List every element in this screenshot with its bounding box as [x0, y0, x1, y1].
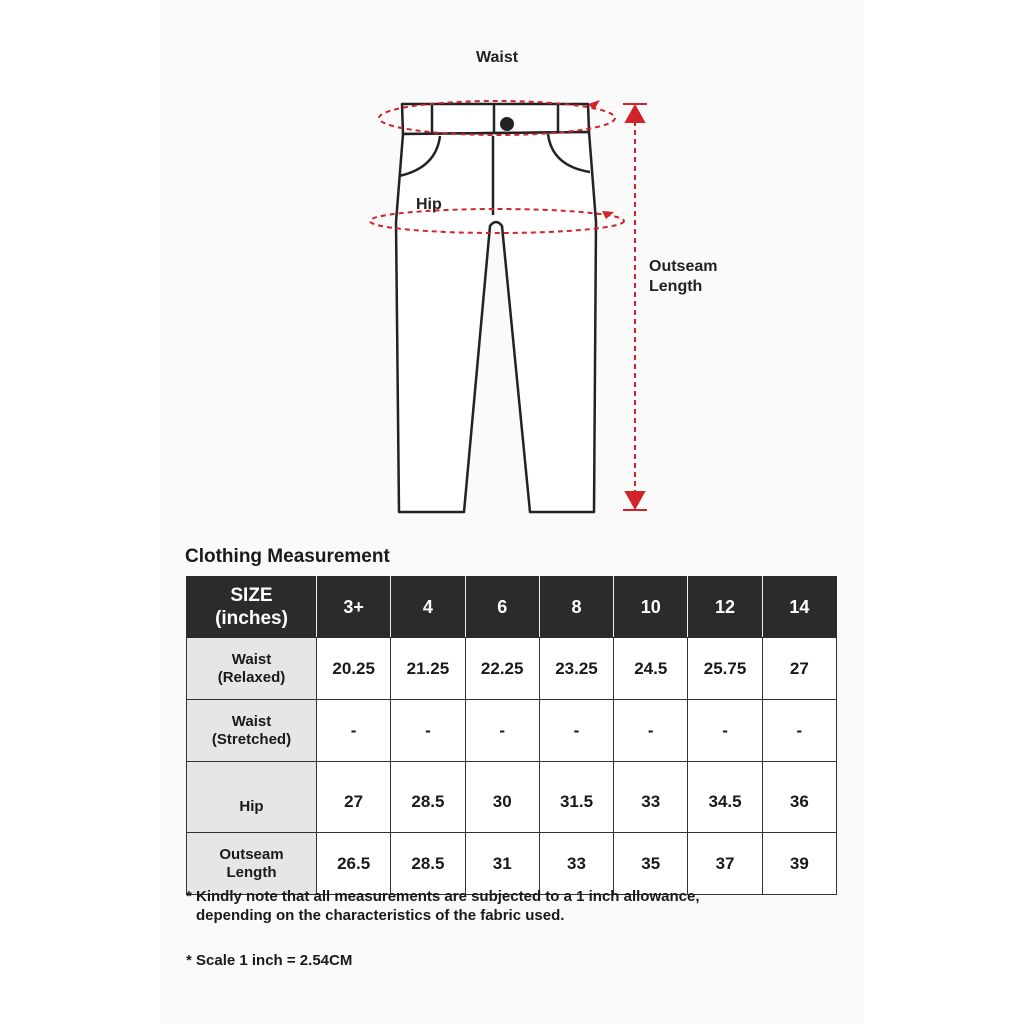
size-column-header: 14: [762, 577, 836, 638]
table-cell: 28.5: [391, 762, 465, 833]
table-cell: 33: [614, 762, 688, 833]
table-cell: -: [391, 700, 465, 762]
table-row: [187, 833, 837, 895]
row-label-line2: Length: [226, 863, 277, 881]
allowance-note: [186, 887, 826, 925]
size-header-line1: SIZE: [230, 585, 273, 606]
size-column-header: 6: [465, 577, 539, 638]
hip-arrow-icon: [602, 211, 614, 219]
table-cell: -: [614, 700, 688, 762]
table-cell: 33: [539, 833, 613, 895]
table-cell: 26.5: [317, 833, 391, 895]
table-cell: -: [465, 700, 539, 762]
table-cell: 22.25: [465, 638, 539, 700]
table-cell: 37: [688, 833, 762, 895]
button-icon: [500, 117, 514, 131]
table-cell: -: [539, 700, 613, 762]
table-title: Clothing Measurement: [185, 546, 390, 567]
size-column-header: 8: [539, 577, 613, 638]
table-cell: 31.5: [539, 762, 613, 833]
row-label-waist-relaxed: [187, 638, 317, 700]
hip-label: Hip: [416, 196, 442, 213]
table-cell: 31: [465, 833, 539, 895]
outseam-label: Outseam Length: [649, 258, 718, 295]
table-cell: 25.75: [688, 638, 762, 700]
table-header-row: [187, 577, 837, 638]
table-cell: 35: [614, 833, 688, 895]
table-row: [187, 700, 837, 762]
table-cell: 28.5: [391, 833, 465, 895]
row-label-line2: (Relaxed): [217, 668, 286, 686]
size-header-line2: (inches): [215, 608, 288, 629]
size-column-header: 10: [614, 577, 688, 638]
size-column-header: 12: [688, 577, 762, 638]
size-column-header: 4: [391, 577, 465, 638]
measurement-table: [186, 576, 837, 895]
row-label-line1: Waist: [231, 712, 272, 730]
table-cell: 20.25: [317, 638, 391, 700]
table-cell: 27: [317, 762, 391, 833]
row-label-hip: [187, 762, 317, 833]
row-label-line1: Outseam: [219, 845, 284, 863]
row-label-line1: Hip: [239, 798, 264, 815]
table-cell: 36: [762, 762, 836, 833]
table-cell: 39: [762, 833, 836, 895]
row-label-waist-stretched: [187, 700, 317, 762]
waistband-outline: [402, 104, 589, 134]
row-label-outseam: [187, 833, 317, 895]
table-cell: 24.5: [614, 638, 688, 700]
pants-outline: [396, 132, 596, 512]
arrow-down-icon: [626, 492, 644, 508]
table-cell: -: [762, 700, 836, 762]
table-cell: 27: [762, 638, 836, 700]
table-cell: 34.5: [688, 762, 762, 833]
arrow-up-icon: [626, 106, 644, 122]
size-column-header: 3+: [317, 577, 391, 638]
table-row: [187, 762, 837, 833]
row-label-line1: Waist: [231, 650, 272, 668]
table-cell: 30: [465, 762, 539, 833]
table-cell: -: [688, 700, 762, 762]
waist-arrow-icon: [588, 100, 600, 110]
table-cell: 21.25: [391, 638, 465, 700]
row-label-line2: (Stretched): [211, 730, 292, 748]
table-cell: 23.25: [539, 638, 613, 700]
table-cell: -: [317, 700, 391, 762]
scale-note: * Scale 1 inch = 2.54CM: [186, 952, 353, 969]
allowance-note-line1: * Kindly note that all measurements are subjected to a 1 inch allowance,: [186, 888, 700, 905]
waist-label: Waist: [476, 49, 519, 66]
size-header-cell: [187, 577, 317, 638]
table-row: [187, 638, 837, 700]
allowance-note-line2: depending on the characteristics of the fabric used.: [196, 907, 565, 924]
